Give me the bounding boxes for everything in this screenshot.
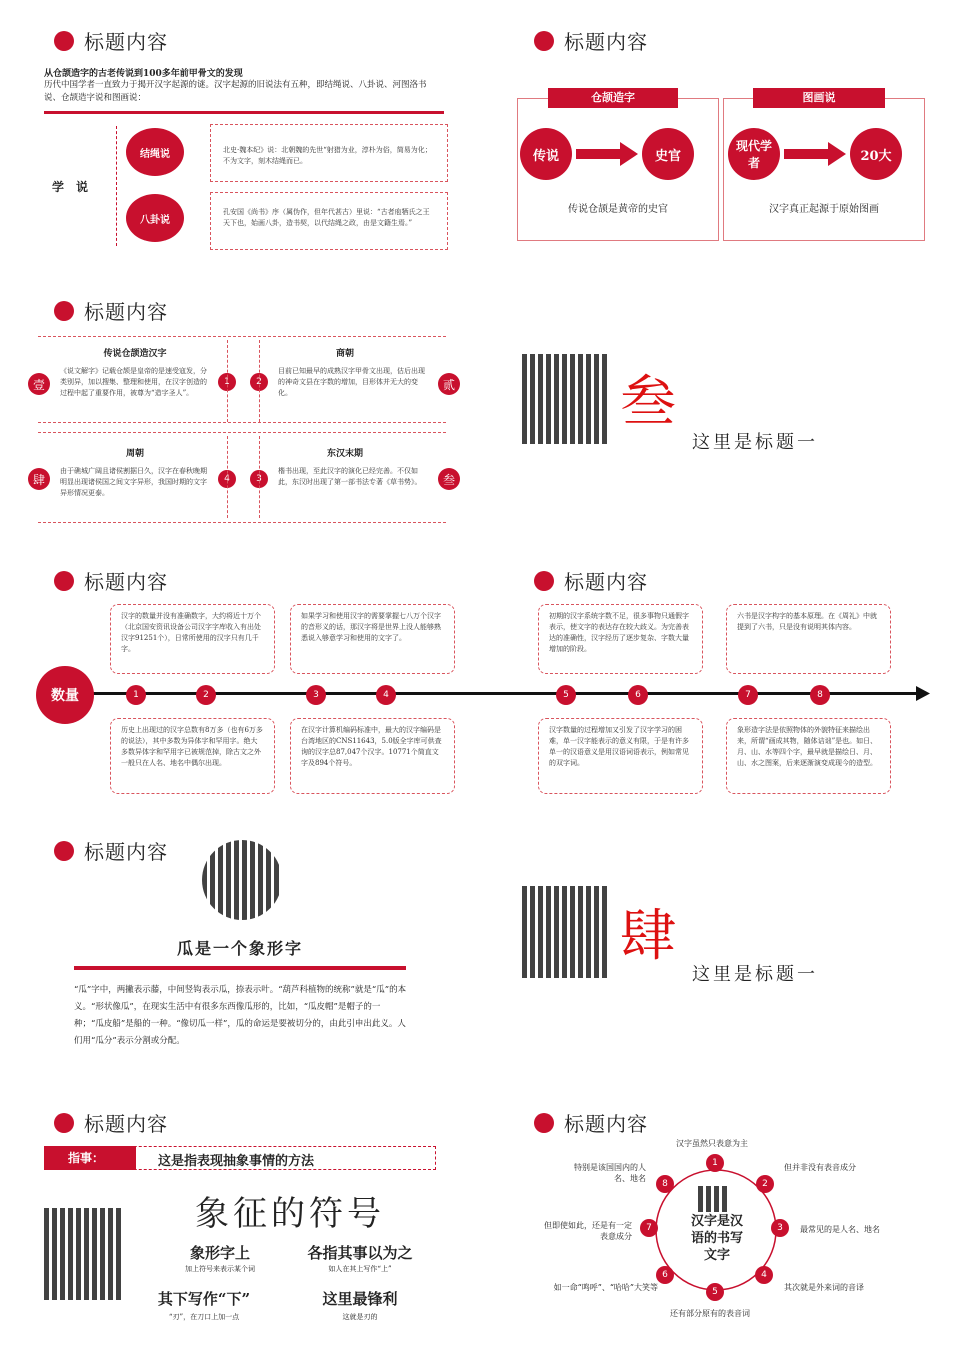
timeline bbox=[480, 692, 920, 695]
divider bbox=[74, 966, 406, 970]
slide-title: 标题内容 bbox=[54, 296, 168, 325]
bullet-dot-icon bbox=[534, 1113, 554, 1133]
slide-6 bbox=[480, 540, 960, 810]
caption-1: 传说仓颉是黄帝的史官 bbox=[568, 204, 668, 215]
circle-scholars: 现代学者 bbox=[728, 128, 780, 180]
circle-legend: 传说 bbox=[520, 128, 572, 180]
big-heading: 象征的符号 bbox=[195, 1194, 385, 1234]
callout-bot-2: 在汉字计算机编码标准中，最大的汉字编码是台湾地区的CNS11643，5.0版全字库可供查询的汉字总87,047个汉字。10771个简直文字及894个符号。 bbox=[290, 718, 455, 794]
calligraphy-image bbox=[522, 886, 610, 978]
cycle-label-1: 汉字虽然只表意为主 bbox=[676, 1139, 748, 1148]
bullet-dot-icon bbox=[54, 301, 74, 321]
cycle-label-7: 但即使如此，还是有一定表意成分 bbox=[544, 1221, 632, 1241]
bullet-dot-icon bbox=[54, 841, 74, 861]
cycle-node-8: 8 bbox=[656, 1175, 674, 1193]
cycle-node-5: 5 bbox=[706, 1283, 724, 1301]
subtitle: 这里是标题一 bbox=[692, 964, 818, 985]
num-1: 1 bbox=[218, 373, 236, 391]
badge-quantity: 数量 bbox=[36, 666, 94, 724]
item-2-head: 各指其事以为之 bbox=[307, 1244, 413, 1262]
node-1: 1 bbox=[126, 685, 146, 705]
side-char-2: 贰 bbox=[438, 373, 460, 395]
bullet-dot-icon bbox=[54, 571, 74, 591]
cycle-node-4: 4 bbox=[755, 1266, 773, 1284]
bullet-dot-icon bbox=[534, 571, 554, 591]
cycle-node-3: 3 bbox=[771, 1219, 789, 1237]
callout-top-7: 六书是汉字构字的基本原理。在《周礼》中就提到了六书，只是没有说明其体内容。 bbox=[726, 604, 891, 674]
cycle-node-1: 1 bbox=[706, 1154, 724, 1172]
arrow-right-icon bbox=[784, 140, 848, 168]
head-4: 东汉末期 bbox=[326, 449, 363, 459]
heading: 瓜是一个象形字 bbox=[176, 939, 303, 958]
head-3: 周朝 bbox=[125, 449, 144, 459]
callout-top-5: 初期的汉字系统字数不足，很多事物只通假字表示，使文字的表达存在较大歧义。为完善表达的准确性，汉字经历了逐步复杂、字数大量增加的阶段。 bbox=[538, 604, 703, 674]
calligraphy-image bbox=[522, 354, 610, 444]
node-6: 6 bbox=[628, 685, 648, 705]
caption-2: 汉字真正起源于原始图画 bbox=[769, 204, 879, 215]
cycle-node-2: 2 bbox=[756, 1175, 774, 1193]
slide-title: 标题内容 bbox=[54, 1108, 168, 1137]
text-4: 楷书出现，至此汉字的演化已经完善。不仅如此，东汉时出现了第一部书法专著《草书势》。 bbox=[278, 467, 422, 486]
divider bbox=[38, 522, 446, 523]
slide-title: 标题内容 bbox=[534, 1108, 648, 1137]
node-8: 8 bbox=[810, 685, 830, 705]
slide-3 bbox=[0, 270, 480, 540]
item-3-head: 其下写作“下” bbox=[157, 1290, 251, 1308]
text-2: 目前已知最早的成熟汉字甲骨文出现，估后出现的神奇文县在字数的增加，目形体并无大的变化。 bbox=[278, 367, 425, 397]
node-2: 2 bbox=[196, 685, 216, 705]
side-char-1: 壹 bbox=[28, 373, 50, 395]
node-5: 5 bbox=[556, 685, 576, 705]
node-7: 7 bbox=[738, 685, 758, 705]
cycle-label-6: 如一命“鸣呼”、“哈哈”大笑等 bbox=[553, 1283, 658, 1292]
divider bbox=[38, 422, 446, 423]
cycle-label-3: 最常见的是人名、地名 bbox=[800, 1225, 880, 1234]
text-box-1: 北史·魏本纪》说：北朝魏的先世“射猎为业，淳朴为俗，简易为化；不为文字，刻木结绳而已。 bbox=[210, 124, 448, 182]
cycle-label-2: 但并非没有表音成分 bbox=[784, 1163, 856, 1172]
banner-tag: 指事： bbox=[44, 1146, 136, 1170]
callout-bot-1: 历史上出现过的汉字总数有8万多（也有6万多的说法），其中多数为异体字和罕用字。绝大多数异体字和罕用字已被规范掉，除古文之外一般只在人名、地名中偶尔出现。 bbox=[110, 718, 275, 794]
subtitle: 这里是标题一 bbox=[692, 432, 818, 453]
calligraphy-image bbox=[44, 1208, 124, 1300]
text-1: 《说文解字》记载仓颉是皇帝的是速受寇发，分类别异，加以搜集、整理和使用，在汉字创造的过程中起了重要作用，被尊为“造字圣人”。 bbox=[60, 367, 207, 397]
text-box-2: 孔安国《尚书》序（属伪作，但年代甚古）里说：“古者庖牺氏之王天下也，始画八卦，造书契，以代结绳之政，由是文籍生焉。” bbox=[210, 192, 448, 250]
side-label: 学 说 bbox=[52, 180, 89, 194]
divider bbox=[38, 336, 446, 337]
head-2: 商朝 bbox=[335, 349, 354, 359]
card-2-header: 图画说 bbox=[753, 88, 885, 108]
calligraphy-icon bbox=[698, 1186, 728, 1212]
circle-jieshen: 结绳说 bbox=[126, 128, 184, 176]
num-3: 3 bbox=[250, 470, 268, 488]
bullet-dot-icon bbox=[54, 31, 74, 51]
v-divider bbox=[259, 340, 260, 422]
item-4-sub: 这就是刃的 bbox=[342, 1313, 378, 1321]
node-3: 3 bbox=[306, 685, 326, 705]
divider bbox=[38, 432, 446, 433]
node-4: 4 bbox=[376, 685, 396, 705]
banner-text: 这是指表现抽象事情的方法 bbox=[158, 1154, 315, 1169]
cycle-center-text: 汉字是汉语的书写文字 bbox=[690, 1214, 743, 1263]
item-3-sub: “刃”，在刀口上加一点 bbox=[168, 1313, 240, 1321]
circle-historian: 史官 bbox=[642, 128, 694, 180]
cycle-node-6: 6 bbox=[656, 1266, 674, 1284]
circle-20: 20大 bbox=[850, 128, 902, 180]
slide-title: 标题内容 bbox=[54, 566, 168, 595]
slide-2 bbox=[480, 0, 960, 270]
slide-title: 标题内容 bbox=[534, 566, 648, 595]
item-2-sub: 如人在其上写作“上” bbox=[328, 1265, 392, 1273]
cycle-label-5: 还有部分原有的表音词 bbox=[670, 1309, 750, 1318]
divider bbox=[44, 111, 444, 114]
card-1-header: 仓颉造字 bbox=[548, 88, 678, 108]
slide-4 bbox=[480, 270, 960, 540]
circle-bagua: 八卦说 bbox=[126, 194, 184, 242]
slide-10 bbox=[480, 1082, 960, 1352]
callout-top-2: 如果学习和使用汉字的需要掌握七八万个汉字的音形义的话，那汉字将是世界上没人能够熟悉说入够意学习和使用的文字了。 bbox=[290, 604, 455, 674]
item-1-sub: 加上符号来表示某个词 bbox=[185, 1265, 255, 1273]
callout-top-1: 汉字的数量并没有准确数字，大约将近十万个（北京国安资讯设备公司汉字字库收入有出处汉字91251个），日常所使用的汉字只有几千字。 bbox=[110, 604, 275, 674]
big-char: 肆 bbox=[620, 904, 676, 969]
cycle-node-7: 7 bbox=[640, 1219, 658, 1237]
v-divider bbox=[259, 436, 260, 518]
item-4-head: 这里最锋利 bbox=[322, 1290, 398, 1308]
bullet-dot-icon bbox=[534, 31, 554, 51]
intro-text: 历代中国学者一直致力于揭开汉字起源的谜。汉字起源的旧说法有五种，即结绳说、八卦说、河图洛书说、仓颉造字说和图画说： bbox=[44, 80, 427, 103]
num-2: 2 bbox=[250, 373, 268, 391]
slide-9 bbox=[0, 1082, 480, 1352]
cycle-label-4: 其次就是外来词的音译 bbox=[784, 1283, 864, 1292]
arrow-head-icon bbox=[916, 686, 932, 702]
item-1-head: 象形字上 bbox=[189, 1244, 250, 1262]
calligraphy-circle-image bbox=[202, 840, 282, 920]
side-char-3: 肆 bbox=[28, 468, 50, 490]
timeline bbox=[60, 692, 480, 695]
num-4: 4 bbox=[218, 470, 236, 488]
slide-title: 标题内容 bbox=[534, 26, 648, 55]
slide-1 bbox=[0, 0, 480, 270]
callout-bot-8: 象形造字法是依照物体的外貌特征来描绘出来，所谓“画成其物，随体诘诎”是也。如日、月、山、水等四个字，最早就是描绘日、月、山、水之图案，后来逐渐演变成现今的造型。 bbox=[726, 718, 891, 794]
cycle-label-8: 特别是该国国内的人名、地名 bbox=[574, 1163, 646, 1183]
text-3: 由于礁城广阔且诸侯割据日久，汉字在春秋晚期明显出现诸侯国之间文字异形，我国时期的文字异形情况更泰。 bbox=[60, 467, 207, 497]
slide-5 bbox=[0, 540, 480, 810]
bracket-line bbox=[116, 126, 118, 246]
slide-7 bbox=[0, 810, 480, 1080]
v-divider bbox=[227, 436, 228, 518]
head-1: 传说仓颉造汉字 bbox=[103, 349, 167, 359]
big-char: 叁 bbox=[620, 370, 676, 435]
arrow-right-icon bbox=[576, 140, 640, 168]
callout-bot-6: 汉字数量的过程增加又引发了汉字学习的困难，单一汉字能表示的意义有限，于是有许多单一的汉语意义是用汉语词语表示，例如常见的双字词。 bbox=[538, 718, 703, 794]
v-divider bbox=[227, 340, 228, 422]
intro-bold: 从仓颉造字的古老传说到100多年前甲骨文的发现 bbox=[44, 69, 243, 79]
body-text: “瓜”字中，两撇表示藤，中间竖钩表示瓜，捺表示叶。“葫芦科植物的统称”就是“瓜”的本义。“形状像瓜”，在现实生活中有很多东西像瓜形的，比如，“瓜皮帽”是帽子的一种；“瓜皮船”是船的一种。“像切瓜一样”，瓜的命运是要被切分的，由此引申出此义。人们用“瓜分”表示分割或分配。 bbox=[74, 985, 407, 1046]
slide-8 bbox=[480, 810, 960, 1080]
slide-title: 标题内容 bbox=[54, 836, 168, 865]
bullet-dot-icon bbox=[54, 1113, 74, 1133]
side-char-4: 叁 bbox=[438, 468, 460, 490]
slide-title: 标题内容 bbox=[54, 26, 168, 55]
